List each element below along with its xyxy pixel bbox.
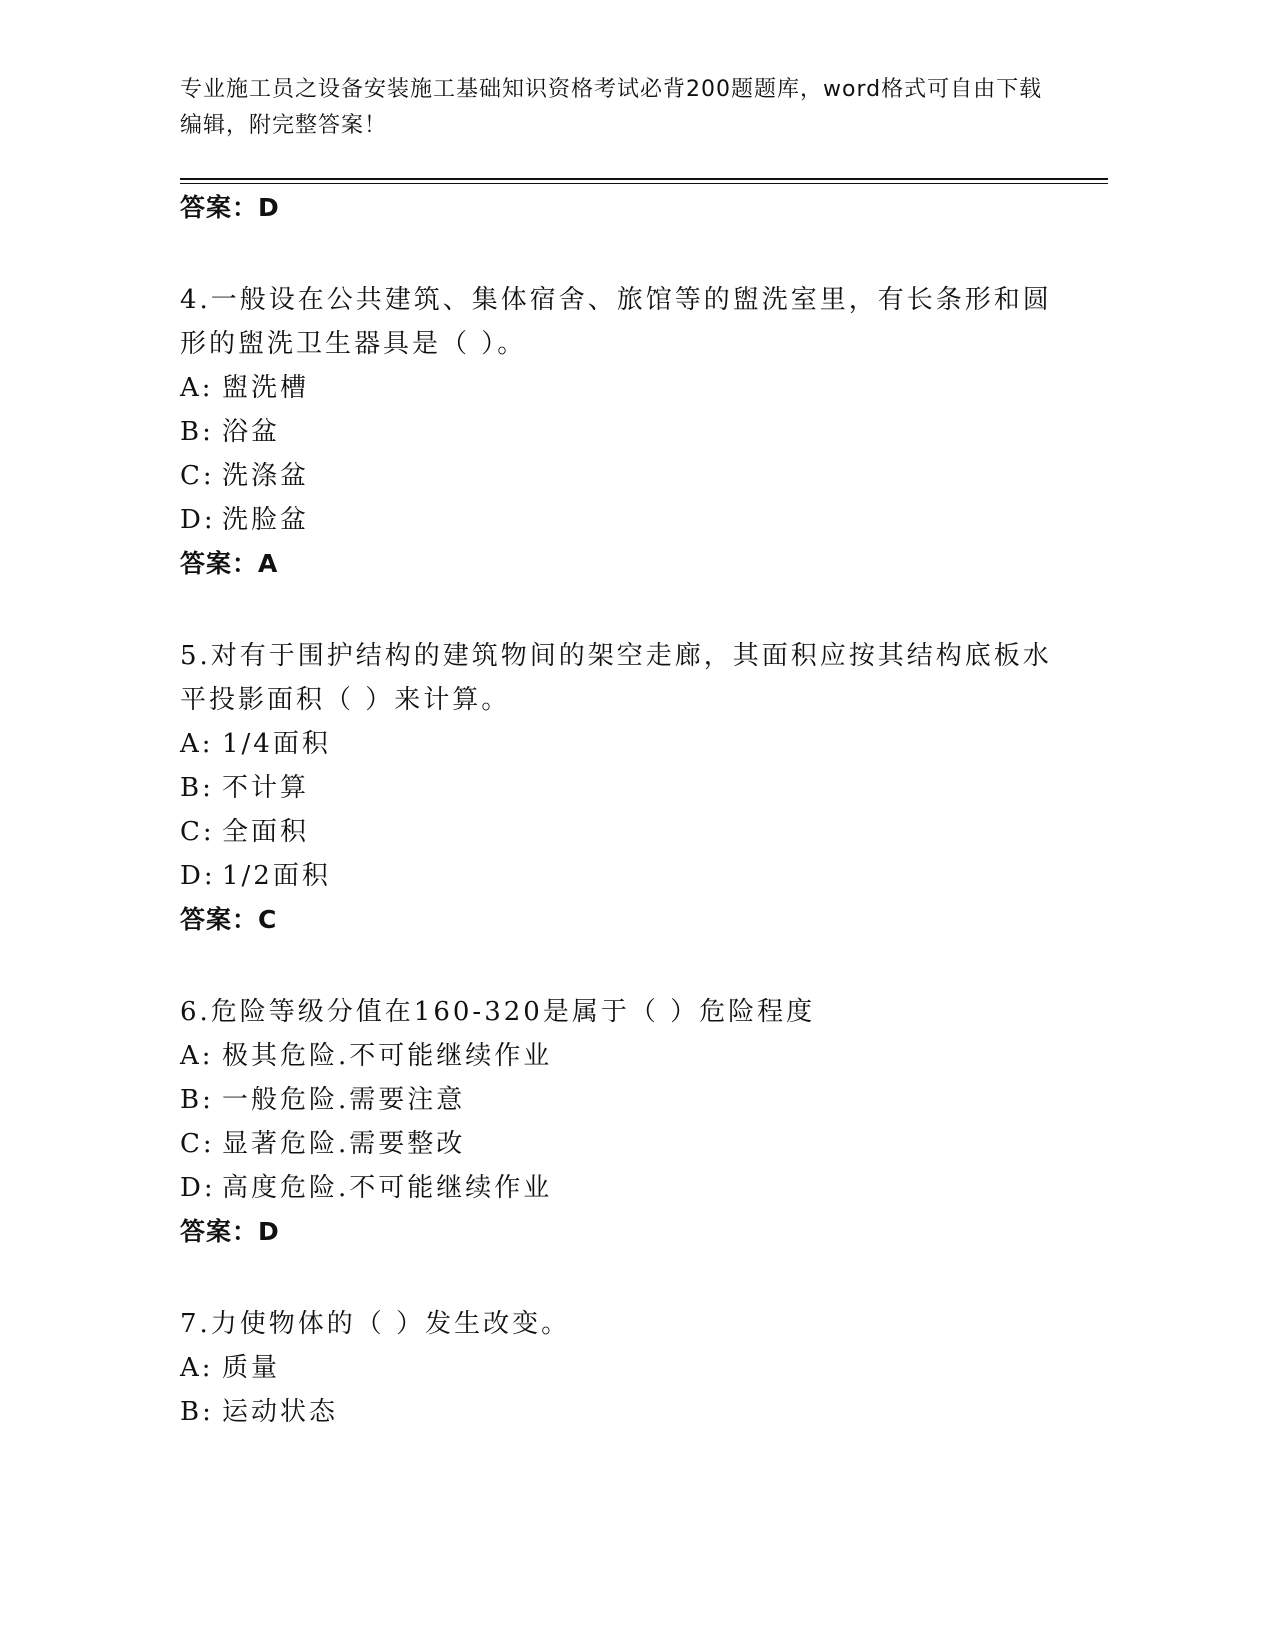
option-letter: A: [180,1353,214,1383]
question-block [180,634,1080,942]
question-stem: 6.危险等级分值在160-320是属于（ ）危险程度 [180,997,816,1027]
option-a [180,366,1080,410]
option-text: 质量 [222,1353,281,1383]
answer-line: 答案：A [180,549,279,578]
option-letter: C: [180,1129,215,1159]
option-text: 不计算 [222,773,310,803]
option-d [180,854,1080,898]
spacer [180,942,1080,990]
option-text: 显著危险.需要整改 [222,1129,466,1159]
option-d [180,1166,1080,1210]
option-text: 1/2面积 [222,861,331,891]
question-block [180,278,1080,586]
spacer [180,586,1080,634]
option-text: 浴盆 [222,417,281,447]
option-d [180,498,1080,542]
option-letter: D: [180,1173,216,1203]
spacer [180,1254,1080,1302]
option-b [180,1390,1080,1434]
option-text: 运动状态 [222,1397,339,1427]
option-text: 高度危险.不可能继续作业 [222,1173,553,1203]
header-divider [180,178,1108,184]
option-a [180,722,1080,766]
option-b [180,410,1080,454]
option-letter: C: [180,817,215,847]
option-letter: C: [180,461,215,491]
option-letter: D: [180,861,216,891]
option-a [180,1034,1080,1078]
option-letter: B: [180,1085,214,1115]
answer-line: 答案：D [180,1217,280,1246]
option-b [180,1078,1080,1122]
option-letter: D: [180,505,216,535]
document-header: 专业施工员之设备安装施工基础知识资格考试必背200题题库，word格式可自由下载编辑，附完整答案！ [180,77,1043,138]
option-text: 1/4面积 [222,729,331,759]
question-block [180,1302,1080,1434]
option-letter: A: [180,729,214,759]
question-list [180,186,1080,1434]
option-text: 全面积 [222,817,310,847]
option-text: 盥洗槽 [222,373,310,403]
option-text: 洗涤盆 [222,461,310,491]
option-a [180,1346,1080,1390]
question-stem: 7.力使物体的（ ）发生改变。 [180,1309,571,1339]
question-stem: 5.对有于围护结构的建筑物间的架空走廊，其面积应按其结构底板水平投影面积（ ）来计算。 [180,641,1052,715]
option-letter: B: [180,1397,214,1427]
option-text: 洗脸盆 [222,505,310,535]
question-block [180,990,1080,1254]
option-letter: B: [180,773,214,803]
option-letter: B: [180,417,214,447]
option-text: 极其危险.不可能继续作业 [222,1041,553,1071]
option-c [180,454,1080,498]
option-c [180,810,1080,854]
option-b [180,766,1080,810]
question-stem: 4.一般设在公共建筑、集体宿舍、旅馆等的盥洗室里，有长条形和圆形的盥洗卫生器具是（ ）。 [180,285,1052,359]
answer-line: 答案：D [180,193,280,222]
spacer [180,230,1080,278]
option-c [180,1122,1080,1166]
option-letter: A: [180,1041,214,1071]
answer-line: 答案：C [180,905,278,934]
option-text: 一般危险.需要注意 [222,1085,466,1115]
option-letter: A: [180,373,214,403]
